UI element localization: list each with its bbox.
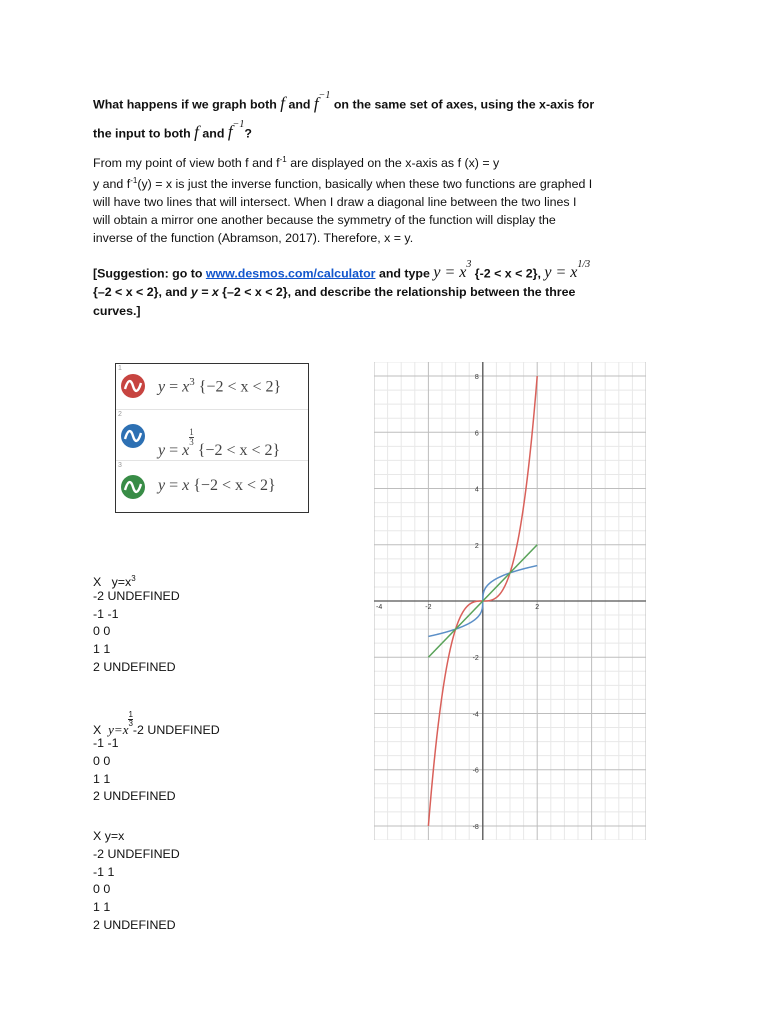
function-graph [374, 362, 646, 840]
x-tick-label: -2 [425, 604, 432, 611]
y-tick-label: -6 [472, 767, 479, 775]
expression-text: $y = x^3$ {−2 < x < 2} [158, 376, 282, 396]
table-row: 2 UNDEFINED [93, 659, 176, 674]
expression-text: y = x {−2 < x < 2} [158, 477, 276, 494]
table-row: -1 -1 [93, 736, 119, 750]
table-row: -2 UNDEFINED [93, 846, 180, 861]
table-row: 0 0 [93, 882, 111, 897]
f-inverse-symbol: $f^{-1}$ [313, 90, 331, 113]
x-tick-label: 2 [535, 604, 540, 611]
table-row: 1 1 [93, 771, 111, 786]
y-tick-label: 6 [474, 430, 479, 438]
y-tick-label: -4 [472, 711, 479, 719]
desmos-graph-icon[interactable] [120, 423, 146, 449]
table-identity: X y=x -2 UNDEFINED -1 1 0 0 1 1 2 UNDEFINED [93, 828, 180, 935]
y-tick-label: 4 [474, 486, 479, 494]
table-cube: X $y=x^3$ -2 UNDEFINED -1 -1 0 0 1 1 2 UNDEFINED [93, 570, 180, 677]
desmos-graph-icon[interactable] [120, 474, 146, 500]
desmos-expression-row[interactable]: 1 $y = x^3$ {−2 < x < 2} [116, 364, 308, 410]
table-row: 0 0 [93, 624, 111, 639]
y-tick-label: -8 [472, 823, 479, 831]
y-tick-label: 2 [474, 542, 479, 550]
expression-text: y = x $\frac{1}{3}$ {−2 < x < 2} [158, 427, 281, 459]
table-row: 1 1 [93, 642, 111, 657]
y-tick-label: 8 [474, 374, 479, 382]
table-row: 2 UNDEFINED [93, 789, 176, 804]
x-tick-label: -4 [376, 604, 383, 611]
answer-paragraph: From my point of view both f and $f^{-1}$ are displayed on the x-axis as f (x) = y y and $f^{-1}(y) = x$ is just the inverse function, basically when these two functions are graphed I will have two lines that will intersect. When I draw a diagonal line between the two lines I will obtain a mirror one another because the symmetry of the function will display the inverse of the function (Abramson, 2017). Therefore, x = y. [93, 155, 593, 246]
table-row: -1 -1 [93, 606, 119, 621]
suggestion-paragraph: [Suggestion: go to www.desmos.com/calculator and type $y = x^3$ {-2 < x < 2}, $y = x^{1/3}$ {–2 < x < 2}, and y = x {–2 < x < 2}, and describe the relationship between the three curves.] [93, 259, 591, 319]
desmos-expression-row[interactable]: 2 y = x $\frac{1}{3}$ {−2 < x < 2} [116, 410, 308, 461]
desmos-expression-list [115, 363, 309, 513]
question-heading: What happens if we graph both f and $f^{-1}$ on the same set of axes, using the x-axis for the input to both f and $f^{-1}$? [93, 90, 595, 142]
y-tick-label: -2 [472, 655, 479, 663]
desmos-link[interactable]: www.desmos.com/calculator [205, 266, 376, 281]
f-symbol: f [280, 93, 285, 113]
table-row: 2 UNDEFINED [93, 917, 176, 932]
desmos-graph-icon[interactable] [120, 373, 146, 399]
table-row: -2 UNDEFINED [93, 588, 180, 603]
table-cube-root: X y=x $\frac{1}{3}$ -2 UNDEFINED -1 -1 0 0 1 1 2 UNDEFINED [93, 711, 220, 806]
table-row: -1 1 [93, 864, 115, 879]
table-row: 0 0 [93, 753, 111, 768]
table-row: 1 1 [93, 900, 111, 915]
desmos-expression-row[interactable]: 3 y = x {−2 < x < 2} [116, 461, 308, 511]
